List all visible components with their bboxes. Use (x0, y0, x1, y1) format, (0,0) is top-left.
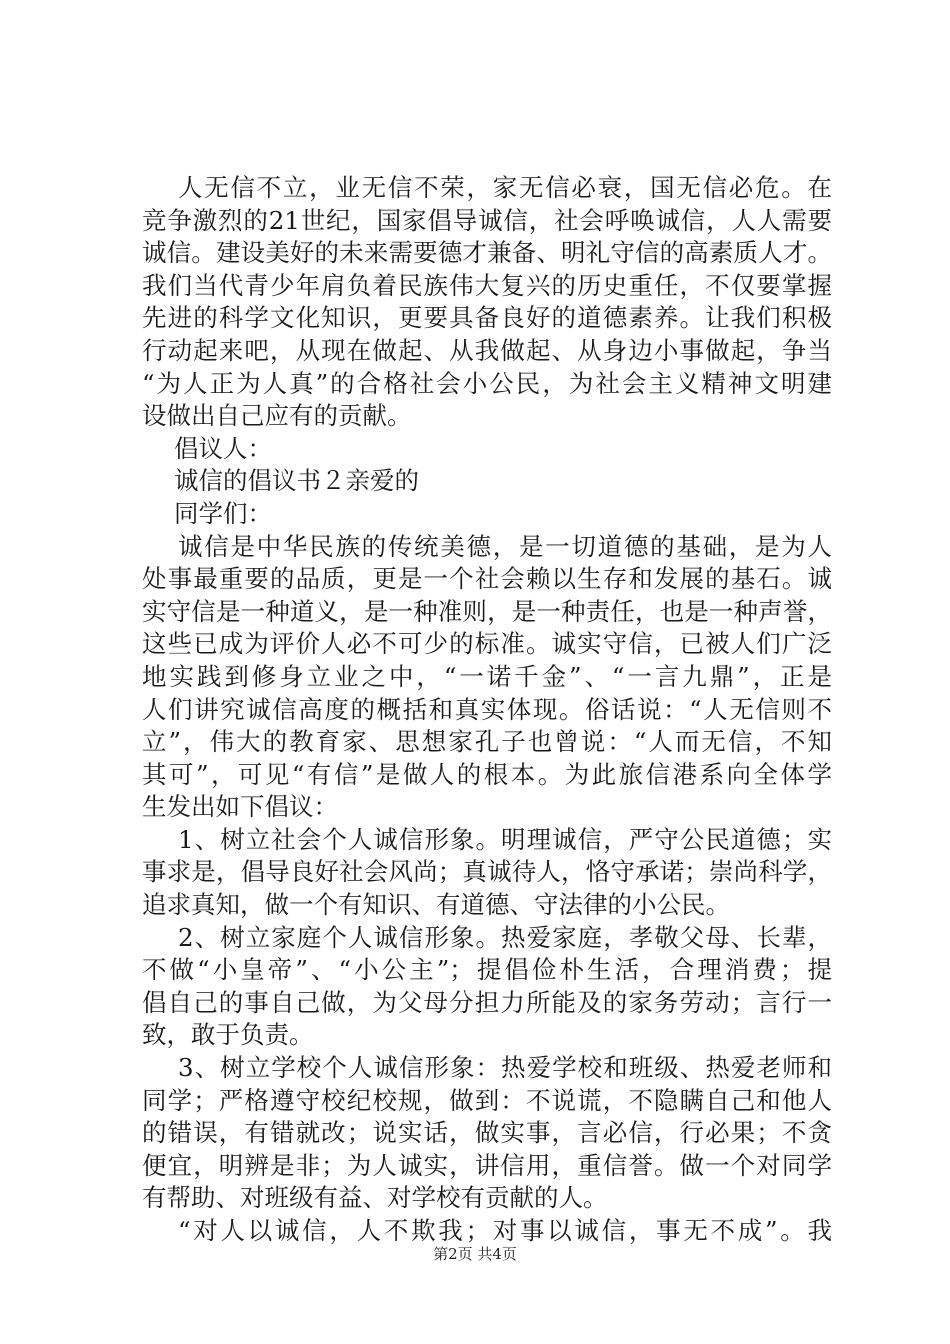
text-line: 竞争激烈的21世纪，国家倡导诚信，社会呼唤诚信，人人需要 (142, 205, 832, 235)
text-line: 这些已成为评价人必不可少的标准。诚实守信，已被人们广泛 (142, 629, 832, 659)
text-line: 事求是，倡导良好社会风尚；真诚待人，恪守承诺；崇尚科学， (142, 857, 832, 887)
text-line: 人们讲究诚信高度的概括和真实体现。俗话说：“人无信则不 (142, 694, 832, 724)
text-line: 有帮助、对班级有益、对学校有贡献的人。 (142, 1183, 608, 1213)
text-line: 立”，伟大的教育家、思想家孔子也曾说：“人而无信，不知 (142, 727, 832, 757)
text-line: 诚信。建设美好的未来需要德才兼备、明礼守信的高素质人才。 (142, 238, 832, 268)
text-line: 设做出自己应有的贡献。 (142, 401, 412, 431)
text-line: 生发出如下倡议： (142, 792, 338, 822)
text-line: 处事最重要的品质，更是一个社会赖以生存和发展的基石。诚 (142, 564, 832, 594)
text-line: 实守信是一种道义，是一种准则，是一种责任，也是一种声誉， (142, 596, 832, 626)
text-line: 我们当代青少年肩负着民族伟大复兴的历史重任，不仅要掌握 (142, 270, 832, 300)
page-number-footer: 第2页 共4页 (433, 1245, 517, 1263)
text-line: “对人以诚信，人不欺我；对事以诚信，事无不成”。我 (178, 1216, 832, 1245)
text-line: 便宜，明辨是非；为人诚实，讲信用，重信誉。做一个对同学 (142, 1150, 832, 1180)
text-line: 地实践到修身立业之中，“一诺千金”、“一言九鼎”，正是 (142, 661, 832, 691)
text-line: 行动起来吧，从现在做起、从我做起、从身边小事做起，争当 (142, 335, 832, 365)
text-line: 不做“小皇帝”、“小公主”；提倡俭朴生活，合理消费；提 (142, 955, 832, 985)
text-line: 诚信是中华民族的传统美德，是一切道德的基础，是为人 (178, 531, 832, 561)
document-body (142, 172, 832, 1248)
section-heading: 诚信的倡议书２亲爱的 (174, 466, 419, 496)
list-item-3: 3、树立学校个人诚信形象：热爱学校和班级、热爱老师和 (178, 1053, 832, 1083)
text-line: 其可”，可见“有信”是做人的根本。为此旅信港系向全体学 (142, 759, 832, 789)
list-item-1: 1、树立社会个人诚信形象。明理诚信，严守公民道德；实 (178, 824, 832, 854)
text-line: 倡自己的事自己做，为父母分担力所能及的家务劳动；言行一 (142, 987, 832, 1017)
list-item-2: 2、树立家庭个人诚信形象。热爱家庭，孝敬父母、长辈， (178, 922, 832, 952)
text-line: 追求真知，做一个有知识、有道德、守法律的小公民。 (142, 890, 730, 920)
salutation: 同学们： (174, 498, 272, 528)
text-line: 同学；严格遵守校纪校规，做到：不说谎，不隐瞒自己和他人 (142, 1085, 832, 1115)
text-line: 致，敢于负责。 (142, 1020, 314, 1050)
text-line: 人无信不立，业无信不荣，家无信必衰，国无信必危。在 (178, 173, 832, 202)
text-line: “为人正为人真”的合格社会小公民，为社会主义精神文明建 (142, 368, 832, 398)
text-line: 的错误，有错就改；说实话，做实事，言必信，行必果；不贪 (142, 1118, 832, 1148)
signatory-label: 倡议人： (174, 433, 272, 463)
text-line: 先进的科学文化知识，更要具备良好的道德素养。让我们积极 (142, 303, 832, 333)
